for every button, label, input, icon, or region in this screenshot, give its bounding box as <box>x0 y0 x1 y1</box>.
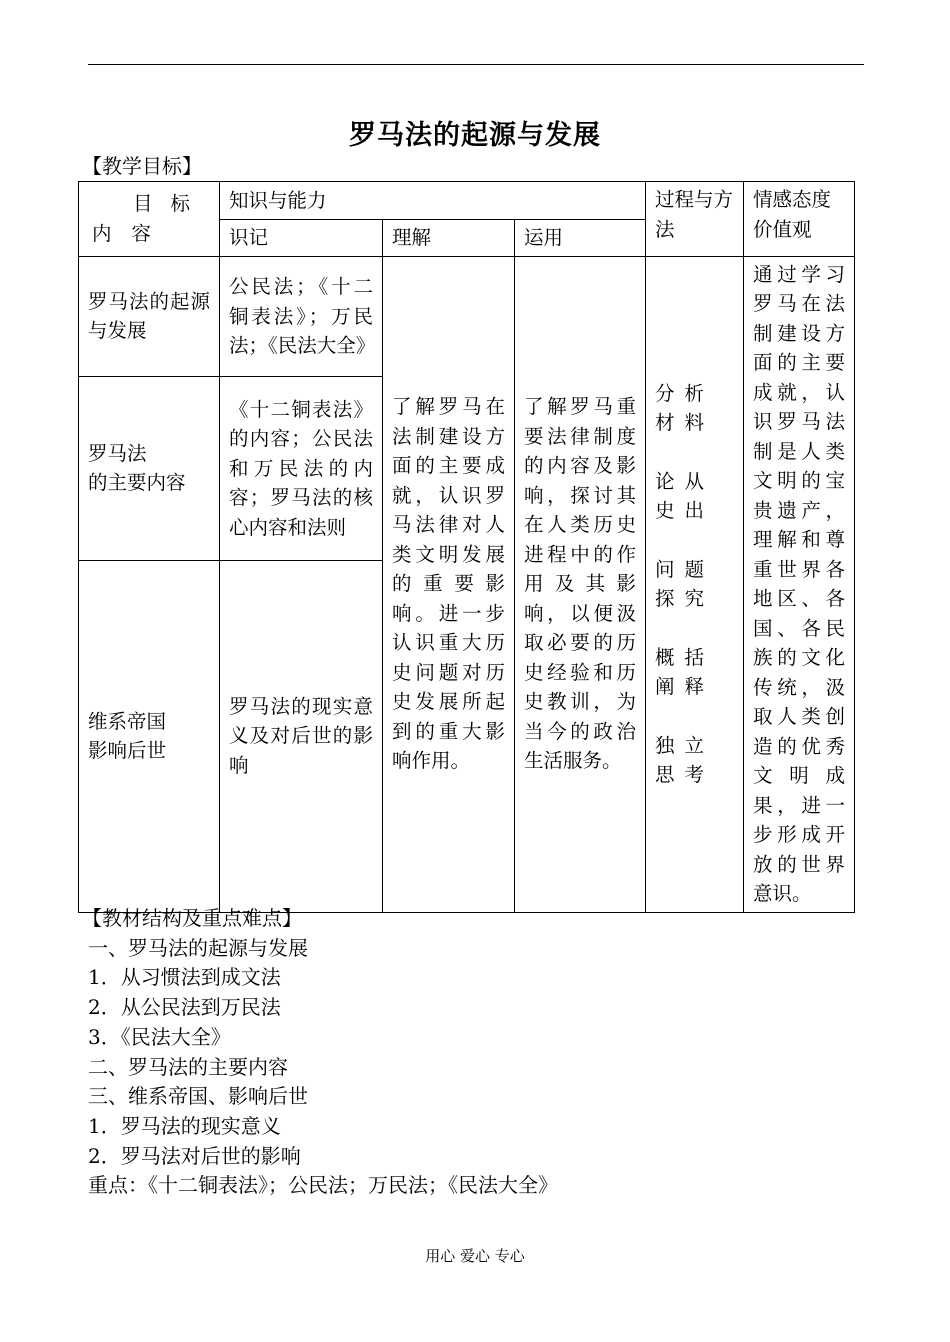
key-points-line: 重点：《十二铜表法》；公民法；万民法；《民法大全》 <box>88 1173 558 1198</box>
row-content-origin: 罗马法的起源与发展 <box>79 256 220 377</box>
structure-line: 3．《民法大全》 <box>88 1024 231 1049</box>
row-recall-legacy: 罗马法的现实意义及对后世的影响 <box>220 560 383 912</box>
structure-line: 2．罗马法对后世的影响 <box>88 1143 301 1168</box>
header-knowledge-ability: 知识与能力 <box>220 182 646 220</box>
header-apply: 运用 <box>515 220 646 257</box>
cell-methods <box>646 256 744 912</box>
header-understand: 理解 <box>383 220 515 257</box>
header-recall: 识记 <box>220 220 383 257</box>
row-content-legacy-line2: 影响后世 <box>88 739 167 763</box>
structure-line: 二、罗马法的主要内容 <box>88 1054 288 1079</box>
method-item: 论从史出 <box>655 469 715 522</box>
structure-line: 2．从公民法到万民法 <box>88 995 281 1020</box>
page-footer: 用心 爱心 专心 <box>425 1247 525 1265</box>
cell-emotion: 通过学习罗马在法制建设方面的主要成就，认识罗马法制是人类文明的宝贵遗产，理解和尊重世界各地区、各国、各民族的文化传统，汲取人类创造的优秀文明成果，进一步形成开放的世界意识。 <box>744 256 855 912</box>
header-process-method: 过程与方法 <box>646 182 744 257</box>
method-item: 问题探究 <box>655 557 715 610</box>
structure-line: 三、维系帝国、影响后世 <box>88 1084 308 1109</box>
structure-line: 1．从习惯法到成文法 <box>88 965 281 990</box>
row-content-legacy-line1: 维系帝国 <box>88 709 167 733</box>
row-content-main <box>79 377 220 561</box>
row-recall-main: 《十二铜表法》的内容；公民法和万民法的内容；罗马法的核心内容和法则 <box>220 377 383 561</box>
method-item: 分析材料 <box>655 381 715 434</box>
structure-line: 一、罗马法的起源与发展 <box>88 935 308 960</box>
row-content-legacy <box>79 560 220 912</box>
method-item: 独立思考 <box>655 733 715 786</box>
method-item: 概括阐释 <box>655 645 715 698</box>
document-title: 罗马法的起源与发展 <box>349 120 601 151</box>
corner-content-label: 内容 <box>92 221 172 245</box>
row-content-main-line2: 的主要内容 <box>88 471 186 495</box>
row-content-main-line1: 罗马法 <box>88 441 147 465</box>
row-recall-origin: 公民法；《十二铜表法》；万民法；《民法大全》 <box>220 256 383 377</box>
corner-goal-label: 目标 <box>132 192 208 216</box>
structure-line: 1．罗马法的现实意义 <box>88 1113 281 1138</box>
table-corner-header <box>79 182 220 257</box>
structure-label: 【教材结构及重点难点】 <box>82 906 302 930</box>
teaching-goals-table <box>78 181 855 913</box>
cell-apply: 了解罗马重要法律制度的内容及影响，探讨其在人类历史进程中的作用及其影响，以便汲取必要的历史经验和历史教训，为当今的政治生活服务。 <box>515 256 646 912</box>
header-rule <box>88 64 864 65</box>
cell-understand: 了解罗马在法制建设方面的主要成就，认识罗马法律对人类文明发展的重要影响。进一步认识重大历史问题对历史发展所起到的重大影响作用。 <box>383 256 515 912</box>
section-label-teaching-goals: 【教学目标】 <box>82 154 202 178</box>
header-emotion-values: 情感态度价值观 <box>744 182 855 257</box>
structure-section <box>82 904 558 1201</box>
